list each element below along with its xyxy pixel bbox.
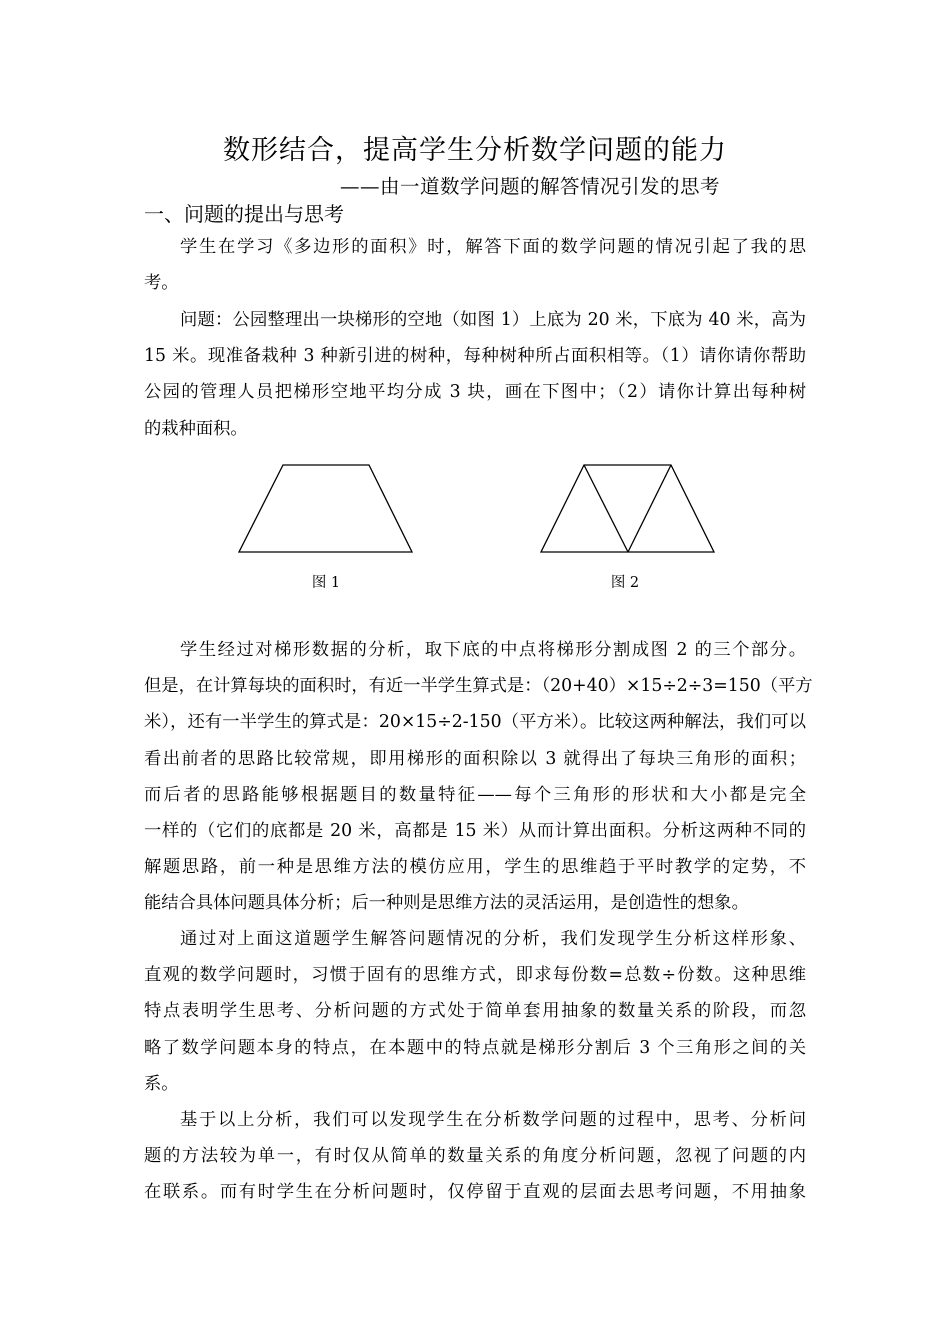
paragraph-problem — [144, 302, 806, 447]
text-line: 题的方法较为单一，有时仅从简单的数量关系的角度分析问题，忽视了问题的内 — [144, 1146, 806, 1167]
paragraph-findings — [144, 921, 806, 1102]
text-line: 的栽种面积。 — [144, 418, 248, 439]
figure-2-caption: 图 2 — [610, 575, 640, 591]
text-line: 看出前者的思路比较常规，即用梯形的面积除以 3 就得出了每块三角形的面积； — [144, 748, 806, 769]
text-line: 系。 — [144, 1073, 179, 1094]
text-line: 米），还有一半学生的算式是：20×15÷2-150（平方米）。比较这两种解法，我们可以 — [144, 712, 806, 733]
text-line: 但是，在计算每块的面积时，有近一半学生算式是：（20+40）×15÷2÷3=150（平方 — [144, 676, 813, 697]
page-title: 数形结合，提高学生分析数学问题的能力 — [223, 135, 727, 166]
text-line: 公园的管理人员把梯形空地平均分成 3 块，画在下图中；（2）请你计算出每种树 — [144, 382, 806, 403]
text-line: 15 米。现准备栽种 3 种新引进的树种，每种树种所占面积相等。（1）请你请你帮助 — [144, 346, 806, 367]
trapezoid-outline — [541, 465, 714, 552]
paragraph-intro — [144, 229, 806, 301]
text-line: 一样的（它们的底都是 20 米，高都是 15 米）从而计算出面积。分析这两种不同的 — [144, 820, 806, 841]
text-line: 学生在学习《多边形的面积》时，解答下面的数学问题的情况引起了我的思 — [180, 237, 806, 257]
figure-1-caption: 图 1 — [311, 575, 341, 591]
figure-1 — [236, 462, 416, 556]
text-line: 问题：公园整理出一块梯形的空地（如图 1）上底为 20 米，下底为 40 米，高为 — [180, 310, 806, 330]
text-line: 在联系。而有时学生在分析问题时，仅停留于直观的层面去思考问题，不用抽象 — [144, 1182, 806, 1203]
trapezoid-divided-figure — [538, 462, 718, 556]
text-line: 能结合具体问题具体分析；后一种则是思维方法的灵活运用，是创造性的想象。 — [144, 893, 749, 914]
figure-2 — [538, 462, 718, 556]
text-line: 通过对上面这道题学生解答问题情况的分析，我们发现学生分析这样形象、 — [180, 929, 806, 949]
text-line: 略了数学问题本身的特点，在本题中的特点就是梯形分割后 3 个三角形之间的关 — [144, 1037, 806, 1058]
paragraph-analysis — [144, 632, 813, 922]
text-line: 直观的数学问题时，习惯于固有的思维方式，即求每份数=总数÷份数。这种思维 — [144, 965, 806, 986]
trapezoid-shape — [239, 465, 412, 552]
paragraph-conclusion — [144, 1102, 806, 1211]
divider-line-left — [584, 465, 628, 552]
text-line: 学生经过对梯形数据的分析，取下底的中点将梯形分割成图 2 的三个部分。 — [180, 640, 806, 660]
divider-line-right — [628, 465, 671, 552]
section-heading: 一、问题的提出与思考 — [144, 202, 344, 226]
text-line: 解题思路，前一种是思维方法的模仿应用，学生的思维趋于平时教学的定势，不 — [144, 857, 806, 878]
text-line: 特点表明学生思考、分析问题的方式处于简单套用抽象的数量关系的阶段，而忽 — [144, 1001, 806, 1022]
text-line: 而后者的思路能够根据题目的数量特征——每个三角形的形状和大小都是完全 — [144, 784, 806, 805]
page-subtitle: ——由一道数学问题的解答情况引发的思考 — [339, 175, 720, 198]
text-line: 基于以上分析，我们可以发现学生在分析数学问题的过程中，思考、分析问 — [180, 1110, 806, 1130]
text-line: 考。 — [144, 273, 179, 294]
trapezoid-figure — [236, 462, 416, 556]
